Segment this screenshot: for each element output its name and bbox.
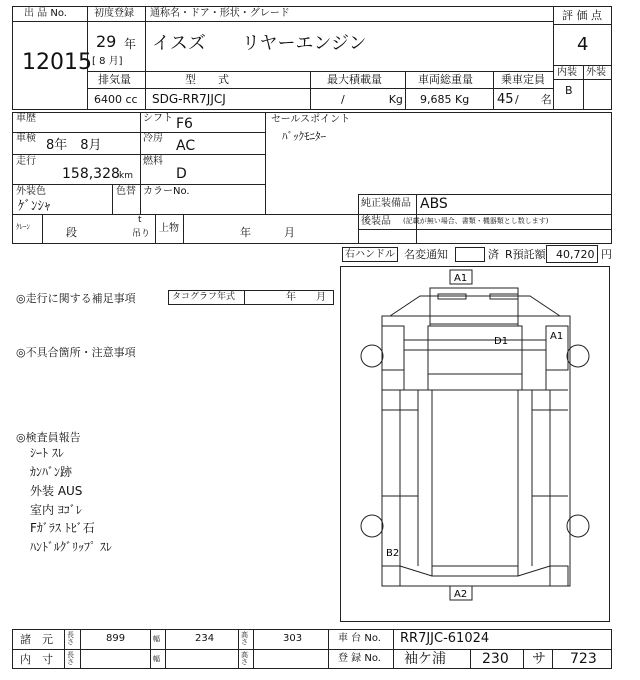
exterior-grade-label: 外装 [586,67,606,78]
first-reg-year-unit: 年 [124,37,137,51]
chassis-value: RR7JJC-61024 [400,631,490,646]
interior-dims-label: 内 寸 [20,653,53,666]
inspector-item: ｶﾝﾊﾞﾝ跡 [30,465,73,479]
mark-d1: D1 [494,336,509,347]
reg-class: 230 [482,651,509,667]
height-label: 高さ [241,631,248,646]
interior-grade-value: B [565,84,573,97]
name-change-label: 名変通知 [404,248,448,261]
capacity-label: 乗車定員 [501,73,545,86]
mark-b2: B2 [386,548,400,559]
ac-value: AC [176,138,196,154]
height-label-interior: 高さ [241,651,248,666]
recycle-label: R預託額 [505,248,546,261]
car-name-label: 通称名・ドア・形状・グレード [150,8,290,19]
crane-ton: t [138,215,142,225]
fuel-value: D [176,166,187,182]
dims-label: 諸 元 [20,633,53,646]
mark-a1-front: A1 [454,273,468,284]
recycle-value: 40,720 [556,248,595,261]
aftermarket-label: 後装品 [361,216,391,227]
first-reg-month: [ 8 月] [92,56,123,67]
first-reg-label: 初度登録 [94,8,134,19]
name-change-box [455,247,485,262]
shift-value: F6 [176,116,193,132]
inspector-item: 室内 ﾖｺﾞﾚ [30,503,82,517]
tacho-date: 年 月 [286,292,326,303]
width-value: 234 [195,633,215,644]
inspector-report-label: ◎検査員報告 [16,431,81,444]
length-value: 899 [106,633,126,644]
ac-label: 冷房 [143,133,163,144]
length-label-interior: 長さ [67,651,74,666]
sales-point-label: セールスポイント [271,114,351,125]
mileage-unit: km [119,171,133,181]
score-value: 4 [577,34,589,55]
interior-grade-label: 内装 [557,67,577,78]
first-reg-year: 29 [96,32,117,51]
crane-label: ｸﾚｰﾝ [16,223,30,231]
color-code-label: カラーNo. [143,186,190,197]
sales-point-text: ﾊﾞｯｸﾓﾆﾀｰ [282,130,326,143]
width-label-interior: 幅 [153,655,160,663]
length-label: 長さ [67,631,74,646]
cross-mark: 済 [488,248,499,261]
fuel-label: 燃料 [143,156,163,167]
reg-place: 袖ケ浦 [404,651,446,667]
reg-kana: サ [532,651,546,667]
inspector-item: ｼｰﾄ ｽﾚ [30,446,64,460]
crane-stage: 段 [66,226,77,239]
mark-a1-side: A1 [550,331,564,342]
driving-notes-label: ◎走行に関する補足事項 [16,292,136,305]
mileage-label: 走行 [16,156,36,167]
mileage-value: 158,328 [62,166,120,182]
inspector-item: Fｶﾞﾗｽ ﾄﾋﾞ石 [30,521,95,535]
crane-hoist: 吊り [132,229,151,239]
gross-weight-value: 9,685 Kg [420,93,470,106]
inspection-value: 8年 8月 [46,138,102,153]
displacement-label: 排気量 [98,73,131,86]
inspector-item: 外装 AUS [30,484,83,498]
width-label: 幅 [153,635,160,643]
lift-date: 年 月 [240,226,295,239]
ext-color-label: 外装色 [16,186,46,197]
tacho-label: タコグラフ年式 [172,292,236,302]
capacity-unit: / 名 [515,93,552,106]
max-load-label: 最大積載量 [327,73,382,86]
rhd-label: 右ハンドル [345,249,395,260]
car-name: イスズ リヤーエンジン [152,33,367,54]
reg-number: 723 [570,651,597,667]
yen-unit: 円 [601,248,612,261]
genuine-equipment-label: 純正装備品 [361,198,411,209]
max-load-value: / Kg [341,93,403,106]
displacement-value: 6400 cc [94,93,138,106]
capacity-value: 45 [497,92,514,107]
lot-number: 12015 [22,50,92,75]
reg-label: 登 録 No. [338,653,381,664]
height-value: 303 [283,633,303,644]
genuine-equipment-value: ABS [420,196,448,212]
chassis-label: 車 台 No. [338,633,381,644]
defects-label: ◎不具合箇所・注意事項 [16,346,136,359]
inspection-label: 車検 [16,133,36,144]
score-label: 評 価 点 [562,9,602,22]
vehicle-diagram [340,266,610,622]
aftermarket-note: (記載が無い場合、書類・機器類とし数します) [403,217,549,225]
gross-weight-label: 車両総重量 [418,73,473,86]
color-change-label: 色替 [116,186,136,197]
ext-color-value: ｹﾞﾝｼｬ [18,199,51,214]
mark-a2: A2 [454,589,468,600]
shift-label: シフト [143,113,173,124]
lift-label: 上物 [159,223,179,234]
history-label: 車歴 [16,113,36,124]
model-label: 型 式 [185,73,229,86]
inspector-item: ﾊﾝﾄﾞﾙｸﾞﾘｯﾌﾟ ｽﾚ [30,540,112,554]
model-value: SDG-RR7JJCJ [152,92,226,106]
lot-label: 出 品 No. [24,8,67,19]
